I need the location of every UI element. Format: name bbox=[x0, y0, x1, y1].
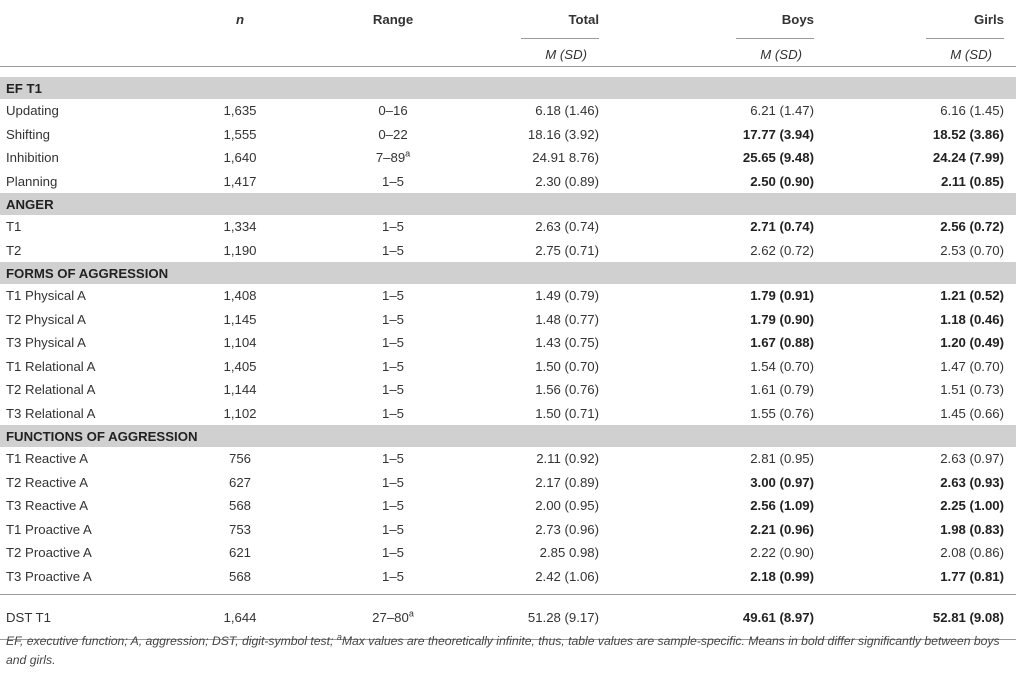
cell-girls: 1.51 (0.73) bbox=[940, 382, 1004, 398]
cell-n: 1,555 bbox=[223, 126, 257, 142]
cell-girls: 18.52 (3.86) bbox=[932, 126, 1004, 142]
cell-range: 27–80$^a$ bbox=[290, 595, 496, 640]
cell-girls: 2.56 (0.72) bbox=[940, 219, 1004, 235]
cell-total: 1.50 (0.71) bbox=[535, 405, 599, 421]
cell-range: 1–5 bbox=[381, 173, 404, 189]
row-label: T2 Physical A bbox=[6, 311, 86, 327]
cell-range: 1–5 bbox=[381, 474, 404, 490]
cell-total: 2.00 (0.95) bbox=[535, 498, 599, 514]
section-title: EF T1 bbox=[0, 77, 1016, 99]
cell-girls: 52.81 (9.08) bbox=[826, 595, 1016, 640]
section-header-row bbox=[0, 425, 1016, 447]
table-row bbox=[0, 355, 1016, 379]
cell-range: 1–5 bbox=[381, 521, 404, 537]
cell-boys: 1.61 (0.79) bbox=[750, 382, 814, 398]
cell-total: 1.56 (0.76) bbox=[535, 382, 599, 398]
cell-girls: 1.77 (0.81) bbox=[940, 568, 1004, 584]
cell-total: 51.28 (9.17) bbox=[496, 595, 611, 640]
header-blank bbox=[0, 4, 190, 35]
cell-girls: 6.16 (1.45) bbox=[940, 103, 1004, 119]
table-row bbox=[0, 123, 1016, 147]
cell-total: 2.75 (0.71) bbox=[535, 242, 599, 258]
cell-range: 1–5 bbox=[381, 405, 404, 421]
cell-range: 1–5 bbox=[381, 568, 404, 584]
cell-total: 2.73 (0.96) bbox=[535, 521, 599, 537]
cell-n: 1,104 bbox=[223, 335, 257, 351]
table-body bbox=[0, 4, 1016, 640]
cell-girls: 2.25 (1.00) bbox=[940, 498, 1004, 514]
row-label: T2 bbox=[6, 242, 22, 258]
cell-boys: 25.65 (9.48) bbox=[742, 150, 814, 166]
cell-n: 1,417 bbox=[223, 173, 257, 189]
cell-girls: 1.20 (0.49) bbox=[940, 335, 1004, 351]
cell-n: 1,405 bbox=[223, 358, 257, 374]
cell-boys: 17.77 (3.94) bbox=[742, 126, 814, 142]
cell-total: 1.43 (0.75) bbox=[535, 335, 599, 351]
table-row bbox=[0, 308, 1016, 332]
table-row bbox=[0, 284, 1016, 308]
cell-n: 1,102 bbox=[223, 405, 257, 421]
row-label: T2 Proactive A bbox=[6, 545, 92, 561]
cell-total: 2.42 (1.06) bbox=[535, 568, 599, 584]
row-label: T1 Relational A bbox=[6, 358, 96, 374]
cell-girls: 2.63 (0.97) bbox=[940, 451, 1004, 467]
cell-total: 6.18 (1.46) bbox=[535, 103, 599, 119]
cell-total: 2.30 (0.89) bbox=[535, 173, 599, 189]
cell-boys: 1.79 (0.90) bbox=[750, 311, 814, 327]
row-label: T3 Relational A bbox=[6, 405, 96, 421]
cell-girls: 1.47 (0.70) bbox=[940, 358, 1004, 374]
header-boys: Boys bbox=[781, 12, 814, 27]
table-row bbox=[0, 494, 1016, 518]
cell-range: 0–22 bbox=[378, 126, 408, 142]
cell-girls: 1.45 (0.66) bbox=[940, 405, 1004, 421]
table-row bbox=[0, 518, 1016, 542]
cell-total: 24.91 8.76) bbox=[532, 150, 599, 166]
table-row bbox=[0, 170, 1016, 194]
header-total: Total bbox=[568, 12, 599, 27]
cell-range: 7–89$^a$ bbox=[375, 148, 411, 166]
cell-boys: 2.62 (0.72) bbox=[750, 242, 814, 258]
cell-boys: 2.50 (0.90) bbox=[750, 173, 814, 189]
cell-range: 1–5 bbox=[381, 219, 404, 235]
cell-boys: 1.55 (0.76) bbox=[750, 405, 814, 421]
cell-range: 1–5 bbox=[381, 545, 404, 561]
cell-boys: 49.61 (8.97) bbox=[611, 595, 826, 640]
cell-n: 1,408 bbox=[223, 288, 257, 304]
cell-n: 568 bbox=[228, 568, 251, 584]
cell-total: 2.11 (0.92) bbox=[536, 451, 599, 467]
row-label: Inhibition bbox=[6, 150, 59, 166]
table-row bbox=[0, 541, 1016, 565]
cell-total: 1.48 (0.77) bbox=[535, 311, 599, 327]
cell-total: 2.63 (0.74) bbox=[535, 219, 599, 235]
cell-girls: 1.98 (0.83) bbox=[940, 521, 1004, 537]
cell-boys: 2.18 (0.99) bbox=[750, 568, 814, 584]
cell-range: 1–5 bbox=[381, 498, 404, 514]
cell-girls: 2.11 (0.85) bbox=[940, 173, 1004, 189]
cell-range: 1–5 bbox=[381, 382, 404, 398]
section-title: FORMS OF AGGRESSION bbox=[0, 262, 1016, 284]
table-row bbox=[0, 331, 1016, 355]
row-label: Shifting bbox=[6, 126, 50, 142]
cell-boys: 2.56 (1.09) bbox=[750, 498, 814, 514]
cell-n: 1,190 bbox=[223, 242, 257, 258]
cell-total: 1.49 (0.79) bbox=[535, 288, 599, 304]
row-label: T1 Physical A bbox=[6, 288, 86, 304]
subheader-row bbox=[0, 35, 1016, 67]
cell-total: 2.85 0.98) bbox=[539, 545, 599, 561]
cell-n: 1,145 bbox=[223, 311, 257, 327]
cell-boys: 3.00 (0.97) bbox=[750, 474, 814, 490]
cell-n: 1,640 bbox=[223, 150, 257, 166]
row-label: T3 Proactive A bbox=[6, 568, 92, 584]
cell-girls: 1.18 (0.46) bbox=[940, 311, 1004, 327]
cell-boys: 1.79 (0.91) bbox=[750, 288, 814, 304]
cell-girls: 1.21 (0.52) bbox=[940, 288, 1004, 304]
cell-n: 753 bbox=[228, 521, 251, 537]
cell-n: 1,334 bbox=[223, 219, 257, 235]
cell-girls: 2.53 (0.70) bbox=[940, 242, 1004, 258]
descriptive-statistics-table bbox=[0, 4, 1016, 640]
cell-n: 1,144 bbox=[223, 382, 257, 398]
row-label: T1 bbox=[6, 219, 22, 235]
cell-n: 756 bbox=[228, 451, 251, 467]
row-label: Updating bbox=[6, 103, 59, 119]
section-header-row bbox=[0, 77, 1016, 99]
cell-total: 18.16 (3.92) bbox=[527, 126, 599, 142]
cell-girls: 24.24 (7.99) bbox=[932, 150, 1004, 166]
header-n: n bbox=[235, 12, 245, 27]
cell-girls: 2.63 (0.93) bbox=[940, 474, 1004, 490]
cell-range: 1–5 bbox=[381, 358, 404, 374]
cell-total: 2.17 (0.89) bbox=[535, 474, 599, 490]
row-label: T3 Physical A bbox=[6, 335, 86, 351]
cell-n: 621 bbox=[228, 545, 251, 561]
header-row bbox=[0, 4, 1016, 35]
cell-boys: 1.67 (0.88) bbox=[750, 335, 814, 351]
header-girls: Girls bbox=[973, 12, 1004, 27]
cell-n: 1,644 bbox=[190, 595, 290, 640]
table-row bbox=[0, 99, 1016, 123]
subheader-total-msd: M (SD) bbox=[496, 35, 611, 67]
cell-n: 568 bbox=[228, 498, 251, 514]
cell-boys: 2.81 (0.95) bbox=[750, 451, 814, 467]
cell-range: 0–16 bbox=[378, 103, 408, 119]
row-label: T1 Reactive A bbox=[6, 451, 89, 467]
row-label: T2 Relational A bbox=[6, 382, 96, 398]
cell-boys: 6.21 (1.47) bbox=[750, 103, 814, 119]
row-label: Planning bbox=[6, 173, 58, 189]
cell-range: 1–5 bbox=[381, 311, 404, 327]
section-title: ANGER bbox=[0, 193, 1016, 215]
table-row bbox=[0, 447, 1016, 471]
cell-boys: 2.21 (0.96) bbox=[750, 521, 814, 537]
cell-n: 1,635 bbox=[223, 103, 257, 119]
cell-range: 1–5 bbox=[381, 451, 404, 467]
cell-boys: 2.71 (0.74) bbox=[750, 219, 814, 235]
row-label: T2 Reactive A bbox=[6, 474, 89, 490]
table-footnote: EF, executive function; A, aggression; DST, digit-symbol test; $^a$Max values are theoretically infinite, thus, table values are sample-specific. Means in bold differ significantly between boys and girls. bbox=[6, 631, 1000, 667]
cell-boys: 2.22 (0.90) bbox=[750, 545, 814, 561]
section-title: FUNCTIONS OF AGGRESSION bbox=[0, 425, 1016, 447]
cell-range: 1–5 bbox=[381, 335, 404, 351]
cell-boys: 1.54 (0.70) bbox=[750, 358, 814, 374]
header-range: Range bbox=[372, 12, 414, 27]
section-header-row bbox=[0, 262, 1016, 284]
row-label: T1 Proactive A bbox=[6, 521, 92, 537]
cell-total: 1.50 (0.70) bbox=[535, 358, 599, 374]
table-row bbox=[0, 471, 1016, 495]
cell-n: 627 bbox=[228, 474, 251, 490]
table-row bbox=[0, 239, 1016, 263]
row-label: T3 Reactive A bbox=[6, 498, 89, 514]
cell-girls: 2.08 (0.86) bbox=[940, 545, 1004, 561]
table-row bbox=[0, 146, 1016, 170]
subheader-girls-msd: M (SD) bbox=[826, 35, 1016, 67]
cell-range: 1–5 bbox=[381, 242, 404, 258]
cell-range: 1–5 bbox=[381, 288, 404, 304]
row-label: DST T1 bbox=[0, 595, 190, 640]
section-header-row bbox=[0, 193, 1016, 215]
table-row bbox=[0, 378, 1016, 402]
subheader-boys-msd: M (SD) bbox=[611, 35, 826, 67]
table-row bbox=[0, 402, 1016, 426]
table-row bbox=[0, 565, 1016, 589]
table-row bbox=[0, 215, 1016, 239]
